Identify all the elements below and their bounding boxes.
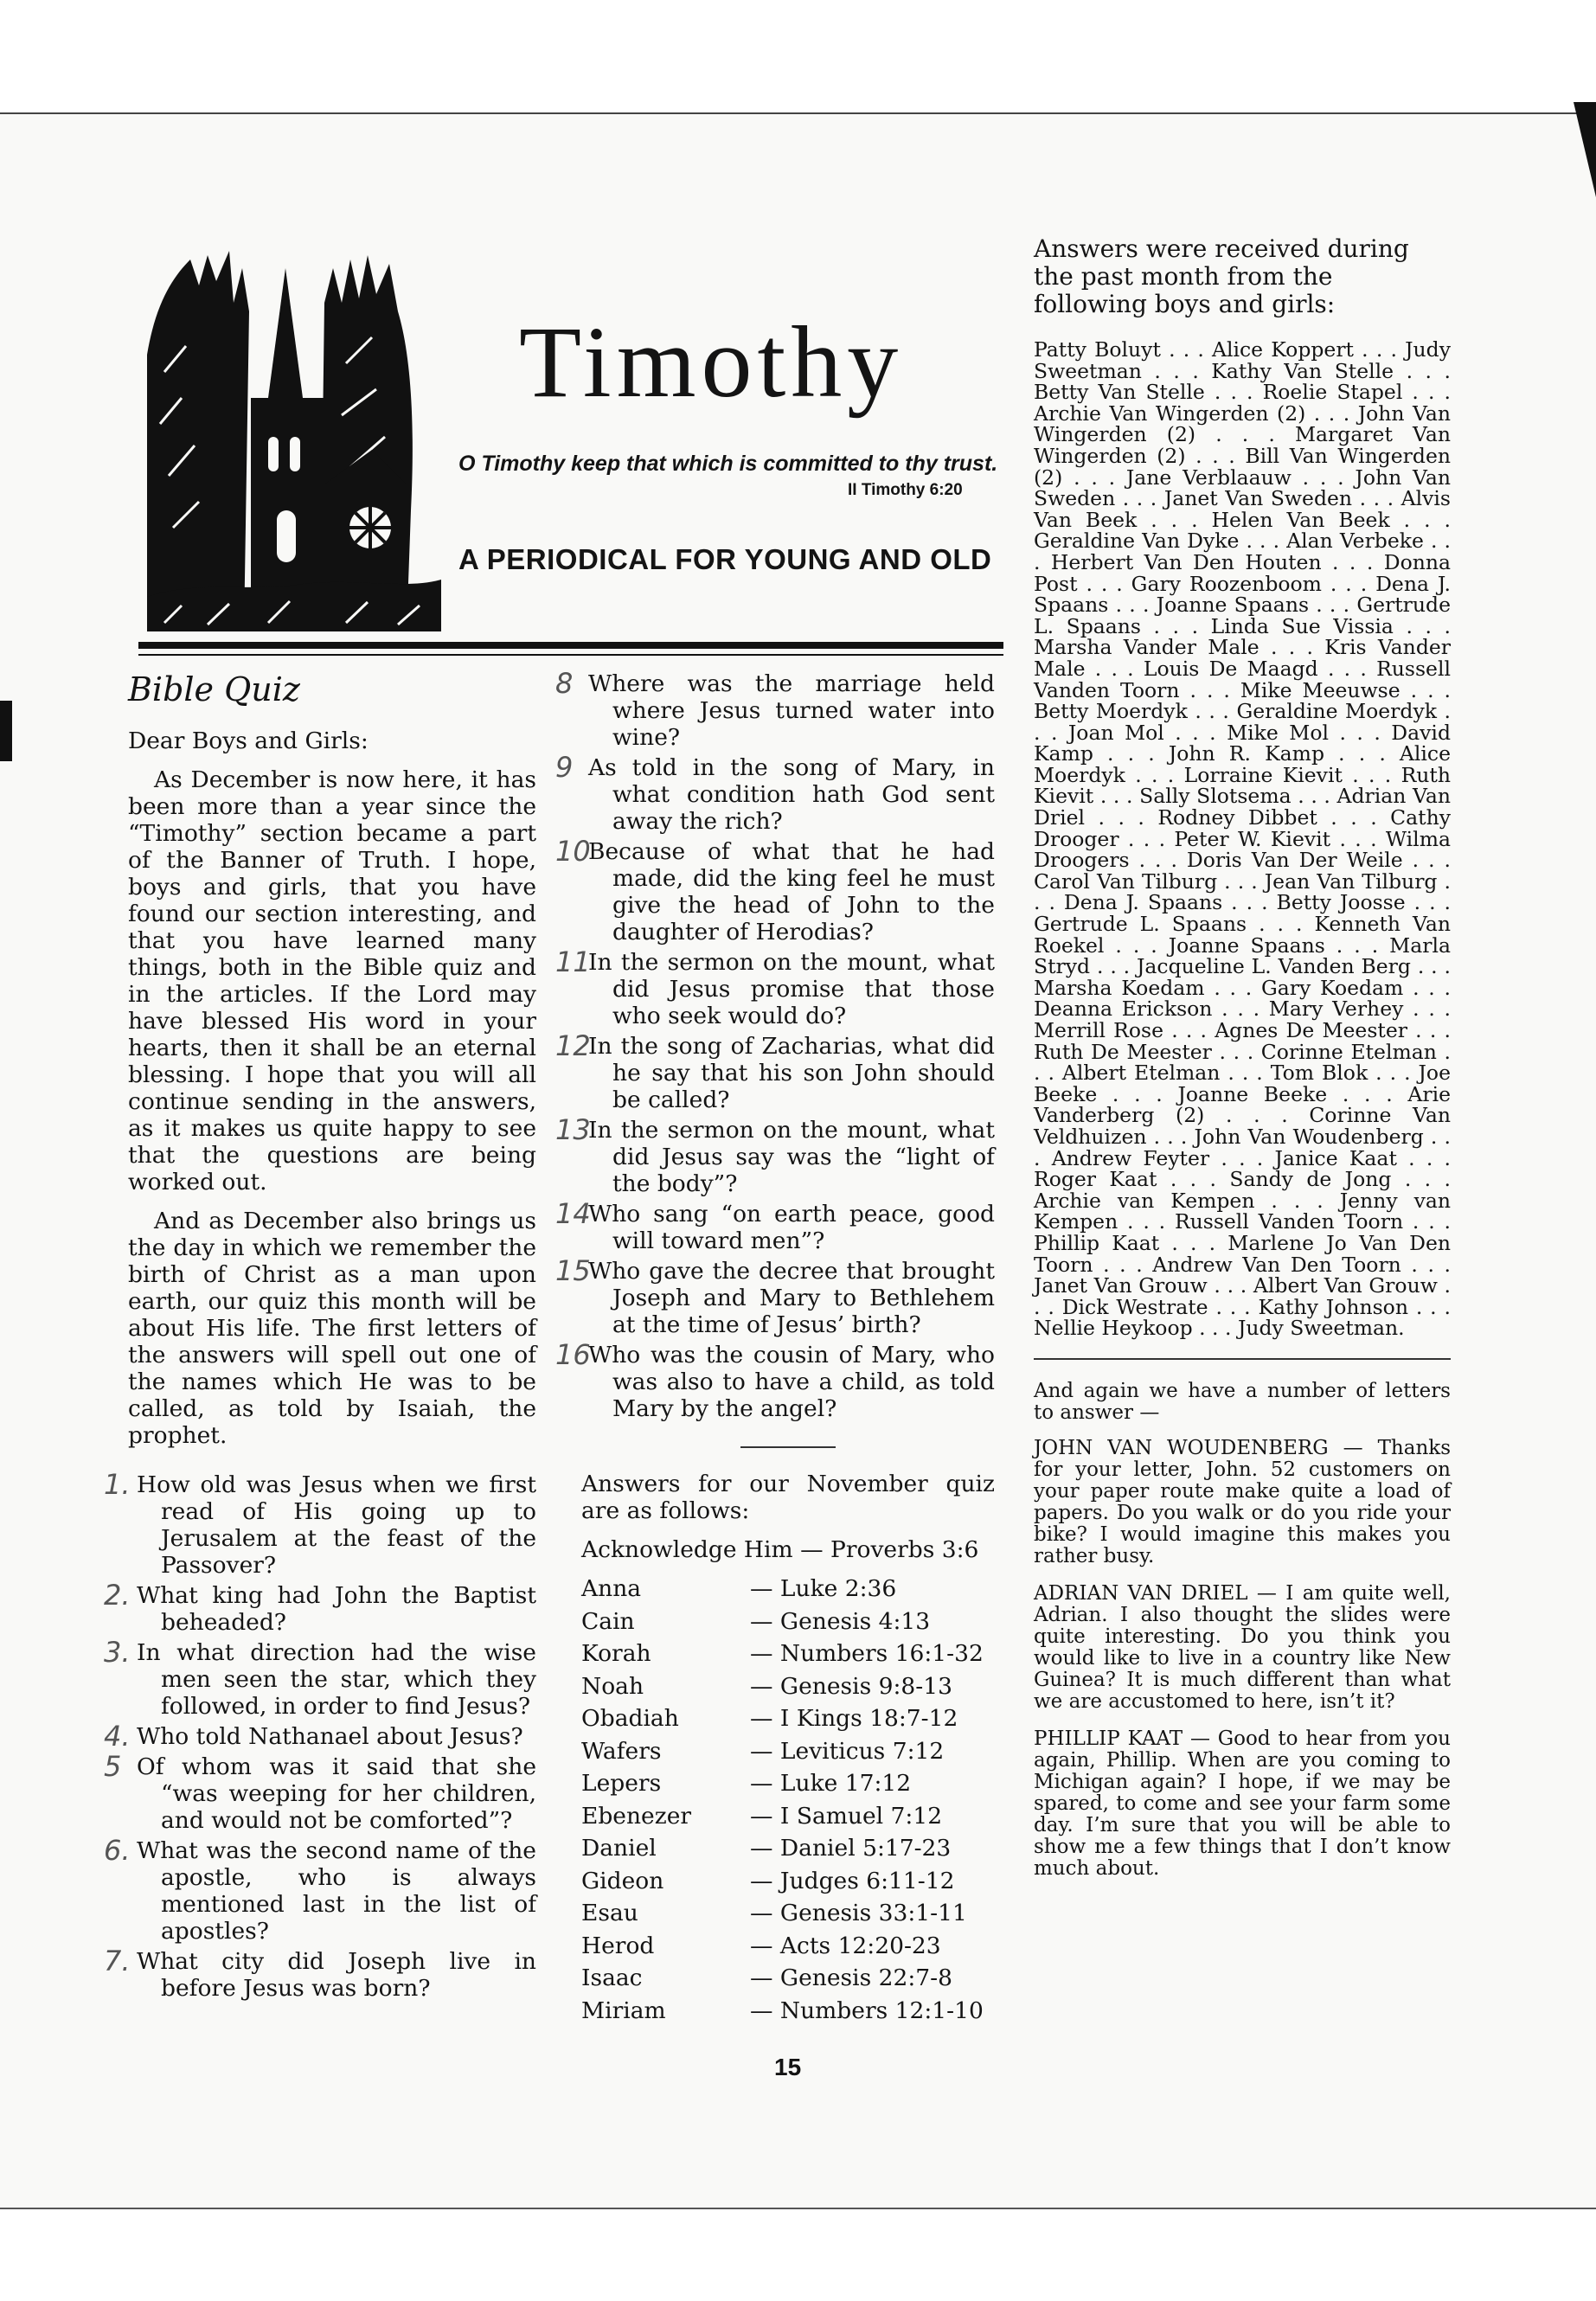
answer-reference: — Genesis 4:13 (750, 1607, 931, 1635)
answer-reference: — Leviticus 7:12 (750, 1737, 945, 1765)
handwritten-number: 4. (104, 1720, 131, 1753)
handwritten-number: 5 (104, 1750, 122, 1783)
answer-row (581, 1965, 984, 1997)
quiz-question: 12 In the song of Zacharias, what did he say that his son John should be called? (555, 1029, 995, 1113)
quiz-question: 7. What city did Joseph live in before Jesus was born? (104, 1945, 536, 2002)
answer-row (581, 1673, 984, 1706)
quiz-question: 1. How old was Jesus when we first read of His going up to Jerusalem at the feast of the Passover? (104, 1468, 536, 1579)
answer-name: Obadiah (581, 1705, 679, 1732)
handwritten-number: 3. (104, 1636, 131, 1669)
answer-name: Herod (581, 1932, 655, 1959)
letters-intro: And again we have a number of letters to answer — (1034, 1379, 1451, 1424)
answer-reference: — Genesis 9:8-13 (750, 1672, 952, 1700)
binding-mark (0, 701, 12, 761)
section-divider (740, 1446, 836, 1448)
handwritten-number: 15 (555, 1254, 591, 1287)
handwritten-number: 10 (555, 835, 591, 868)
handwritten-number: 8 (555, 667, 574, 700)
received-names-list: Patty Boluyt . . . Alice Koppert . . . Judy Sweetman . . . Kathy Van Stelle . . . Betty Van Stelle . . . Roelie Stapel . . . Archie Van Wingerden (2) . . . John Van Wingerden (2) . . . Margaret Van Wingerden (2) . . . Bill Van Wingerden (2) . . . Jane Verblaauw . . . John Van Sweden . . . Janet Van Sweden . . . Alvis Van Beek . . . Helen Van Beek . . . Geraldine Van Dyke . . . Alan Verbeke . . . Herbert Van Den Houten . . . Donna Post . . . Gary Roozenboom . . . Dena J. Spaans . . . Joanne Spaans . . . Gertrude L. Spaans . . . Linda Sue Vissia . . . Marsha Vander Male . . . Kris Vander Male . . . Louis De Maagd . . . Russell Vanden Toorn . . . Mike Meeuwse . . . Betty Moerdyk . . . Geraldine Moerdyk . . . Joan Mol . . . Mike Mol . . . David Kamp . . . John R. Kamp . . . Alice Moerdyk . . . Lorraine Kievit . . . Ruth Kievit . . . Sally Slotsema . . . Adrian Van Driel . . . Rodney Dibbet . . . Cathy Drooger . . . Peter W. Kievit . . . Wilma Droogers . . . Doris Van Der Weile . . . Carol Van Tilburg . . . Jean Van Tilburg . . . Dena J. Spaans . . . Betty Joosse . . . Gertrude L. Spaans . . . Kenneth Van Roekel . . . Joanne Spaans . . . Marla Stryd . . . Jacqueline L. Vanden Berg . . . Marsha Koedam . . . Gary Koedam . . . Deanna Erickson . . . Mary Verhey . . . Merrill Rose . . . Agnes De Meester . . . Ruth De Meester . . . Corinne Etelman . . . Albert Etelman . . . Tom Blok . . . Joe Beeke . . . Joanne Beeke . . . Arie Vanderberg (2) . . . Corinne Van Veldhuizen . . . John Van Woudenberg . . . Andrew Feyter . . . Janice Kaat . . . Roger Kaat . . . Sandy de Jong . . . Archie van Kempen . . . Jenny van Kempen . . . Russell Vanden Toorn . . . Phillip Kaat . . . Marlene Jo Van Den Toorn . . . Andrew Van Den Toorn . . . Janet Van Grouw . . . Albert Van Grouw . . . Dick Westrate . . . Kathy Johnson . . . Nellie Heykoop . . . Judy Sweetman. (1034, 337, 1451, 1341)
answer-reference: — Daniel 5:17-23 (750, 1835, 952, 1862)
answer-reference: — I Samuel 7:12 (750, 1802, 943, 1830)
answer-name: Esau (581, 1900, 638, 1926)
answer-row (581, 1900, 984, 1932)
answer-row (581, 1770, 984, 1803)
received-intro: Answers were received during the past month from the following boys and girls: (1034, 234, 1409, 318)
masthead-motto-reference: II Timothy 6:20 (848, 481, 963, 499)
letter-reply: JOHN VAN WOUDENBERG — Thanks for your letter, John. 52 customers on your paper route make quite a load of papers. Do you walk or do you ride your bike? I would imagine this makes you rather busy. (1034, 1436, 1451, 1567)
answer-reference: — Genesis 22:7-8 (750, 1965, 952, 1991)
quiz-question: 5 Of whom was it said that she “was weeping for her children, and would not be comforted”? (104, 1750, 536, 1834)
november-answers-intro: Answers for our November quiz are as follows: (581, 1471, 995, 1524)
answer-row (581, 1738, 984, 1771)
answer-name: Noah (581, 1672, 644, 1700)
answer-reference: — Acts 12:20-23 (750, 1932, 941, 1959)
answer-row (581, 1608, 984, 1641)
answer-row (581, 1575, 984, 1608)
answer-row (581, 1997, 984, 2030)
handwritten-number: 1. (104, 1468, 131, 1501)
page-number: 15 (774, 2054, 802, 2080)
church-woodcut-image (147, 251, 441, 631)
answer-name: Gideon (581, 1867, 664, 1894)
answer-row (581, 1932, 984, 1965)
salutation: Dear Boys and Girls: (128, 727, 369, 754)
quiz-question: 13 In the sermon on the mount, what did Jesus say was the “light of the body”? (555, 1113, 995, 1197)
answer-name: Miriam (581, 1997, 666, 2024)
answer-row (581, 1835, 984, 1868)
quiz-question: 9 As told in the song of Mary, in what condition hath God sent away the rich? (555, 751, 995, 835)
handwritten-number: 11 (555, 945, 591, 978)
quiz-question: 6. What was the second name of the apostle, who is always mentioned last in the list of apostles? (104, 1834, 536, 1945)
november-answers-key: Acknowledge Him — Proverbs 3:6 (581, 1536, 979, 1563)
quiz-question: 2. What king had John the Baptist beheaded? (104, 1579, 536, 1636)
handwritten-number: 12 (555, 1029, 591, 1062)
header-rule-thin (138, 654, 1003, 656)
answer-reference: — Numbers 16:1-32 (750, 1640, 984, 1667)
quiz-question: 11 In the sermon on the mount, what did Jesus promise that those who seek would do? (555, 945, 995, 1029)
answer-row (581, 1868, 984, 1900)
answer-reference: — Luke 2:36 (750, 1575, 897, 1602)
bible-quiz-column (104, 670, 536, 2005)
handwritten-number: 2. (104, 1579, 131, 1612)
handwritten-number: 9 (555, 751, 574, 784)
answer-reference: — Judges 6:11-12 (750, 1867, 955, 1894)
answer-reference: — Numbers 12:1-10 (750, 1997, 984, 2024)
quiz-question: 8 Where was the marriage held where Jesus turned water into wine? (555, 667, 995, 751)
handwritten-number: 6. (104, 1834, 131, 1867)
november-answers-table (581, 1575, 984, 2029)
masthead-motto: O Timothy keep that which is committed to thy trust. (458, 452, 998, 476)
quiz-question: 16 Who was the cousin of Mary, who was also to have a child, as told Mary by the angel? (555, 1338, 995, 1422)
quiz-question: 4. Who told Nathanael about Jesus? (104, 1720, 523, 1753)
answer-name: Isaac (581, 1965, 643, 1991)
quiz-question: 10 Because of what that he had made, did the king feel he must give the head of John to the daughter of Herodias? (555, 835, 995, 945)
quiz-question: 3. In what direction had the wise men seen the star, which they followed, in order to find Jesus? (104, 1636, 536, 1720)
letter-reply: ADRIAN VAN DRIEL — I am quite well, Adrian. I also thought the slides were quite interesting. Do you think you would like to live in a country like New Guinea? It is much different than what we are accustomed to here, isn’t it? (1034, 1581, 1451, 1713)
handwritten-number: 7. (104, 1945, 131, 1977)
masthead-tagline: A PERIODICAL FOR YOUNG AND OLD (458, 543, 992, 575)
quiz-answers-column (555, 667, 995, 2029)
quiz-question: 14 Who sang “on earth peace, good will toward men”? (555, 1197, 995, 1254)
answer-name: Wafers (581, 1737, 662, 1765)
answer-row (581, 1705, 984, 1738)
handwritten-number: 14 (555, 1197, 591, 1230)
quiz-question: 15 Who gave the decree that brought Joseph and Mary to Bethlehem at the time of Jesus’ birth? (555, 1254, 995, 1338)
header-rule (138, 642, 1003, 649)
intro-paragraph: As December is now here, it has been more than a year since the “Timothy” section became a part of the Banner of Truth. I hope, boys and girls, that you have found our section interesting, and that you have learned many things, both in the Bible quiz and in the articles. If the Lord may have blessed His word in your hearts, then it shall be an eternal blessing. I hope that you will all continue sending in the answers, as it makes us quite happy to see that the questions are being worked out. (128, 766, 536, 1195)
answer-name: Cain (581, 1607, 635, 1635)
answer-reference: — Genesis 33:1-11 (750, 1900, 967, 1926)
masthead-title: Timothy (519, 305, 904, 419)
handwritten-number: 13 (555, 1113, 591, 1146)
answer-row (581, 1803, 984, 1836)
correspondence-column (1034, 235, 1451, 1895)
answer-name: Daniel (581, 1835, 657, 1862)
answer-reference: — Luke 17:12 (750, 1770, 912, 1797)
page-corner-shadow (1574, 102, 1596, 197)
bible-quiz-heading: Bible Quiz (128, 670, 300, 708)
handwritten-number: 16 (555, 1338, 591, 1371)
answer-name: Lepers (581, 1770, 662, 1797)
section-divider (1034, 1358, 1451, 1360)
letter-reply: PHILLIP KAAT — Good to hear from you again, Phillip. When are you coming to Michigan again? I hope, if we may be spared, to come and see your farm some day. I’m sure that you will be able to show me a few things that I don’t know much about. (1034, 1727, 1451, 1880)
answer-name: Korah (581, 1640, 651, 1667)
answer-row (581, 1640, 984, 1673)
answer-name: Ebenezer (581, 1802, 692, 1830)
intro-paragraph: And as December also brings us the day in which we remember the birth of Christ as a man upon earth, our quiz this month will be about His life. The first letters of the answers will spell out one of the names which He was to be called, as told by Isaiah, the prophet. (128, 1208, 536, 1449)
answer-name: Anna (581, 1575, 642, 1602)
answer-reference: — I Kings 18:7-12 (750, 1705, 958, 1732)
